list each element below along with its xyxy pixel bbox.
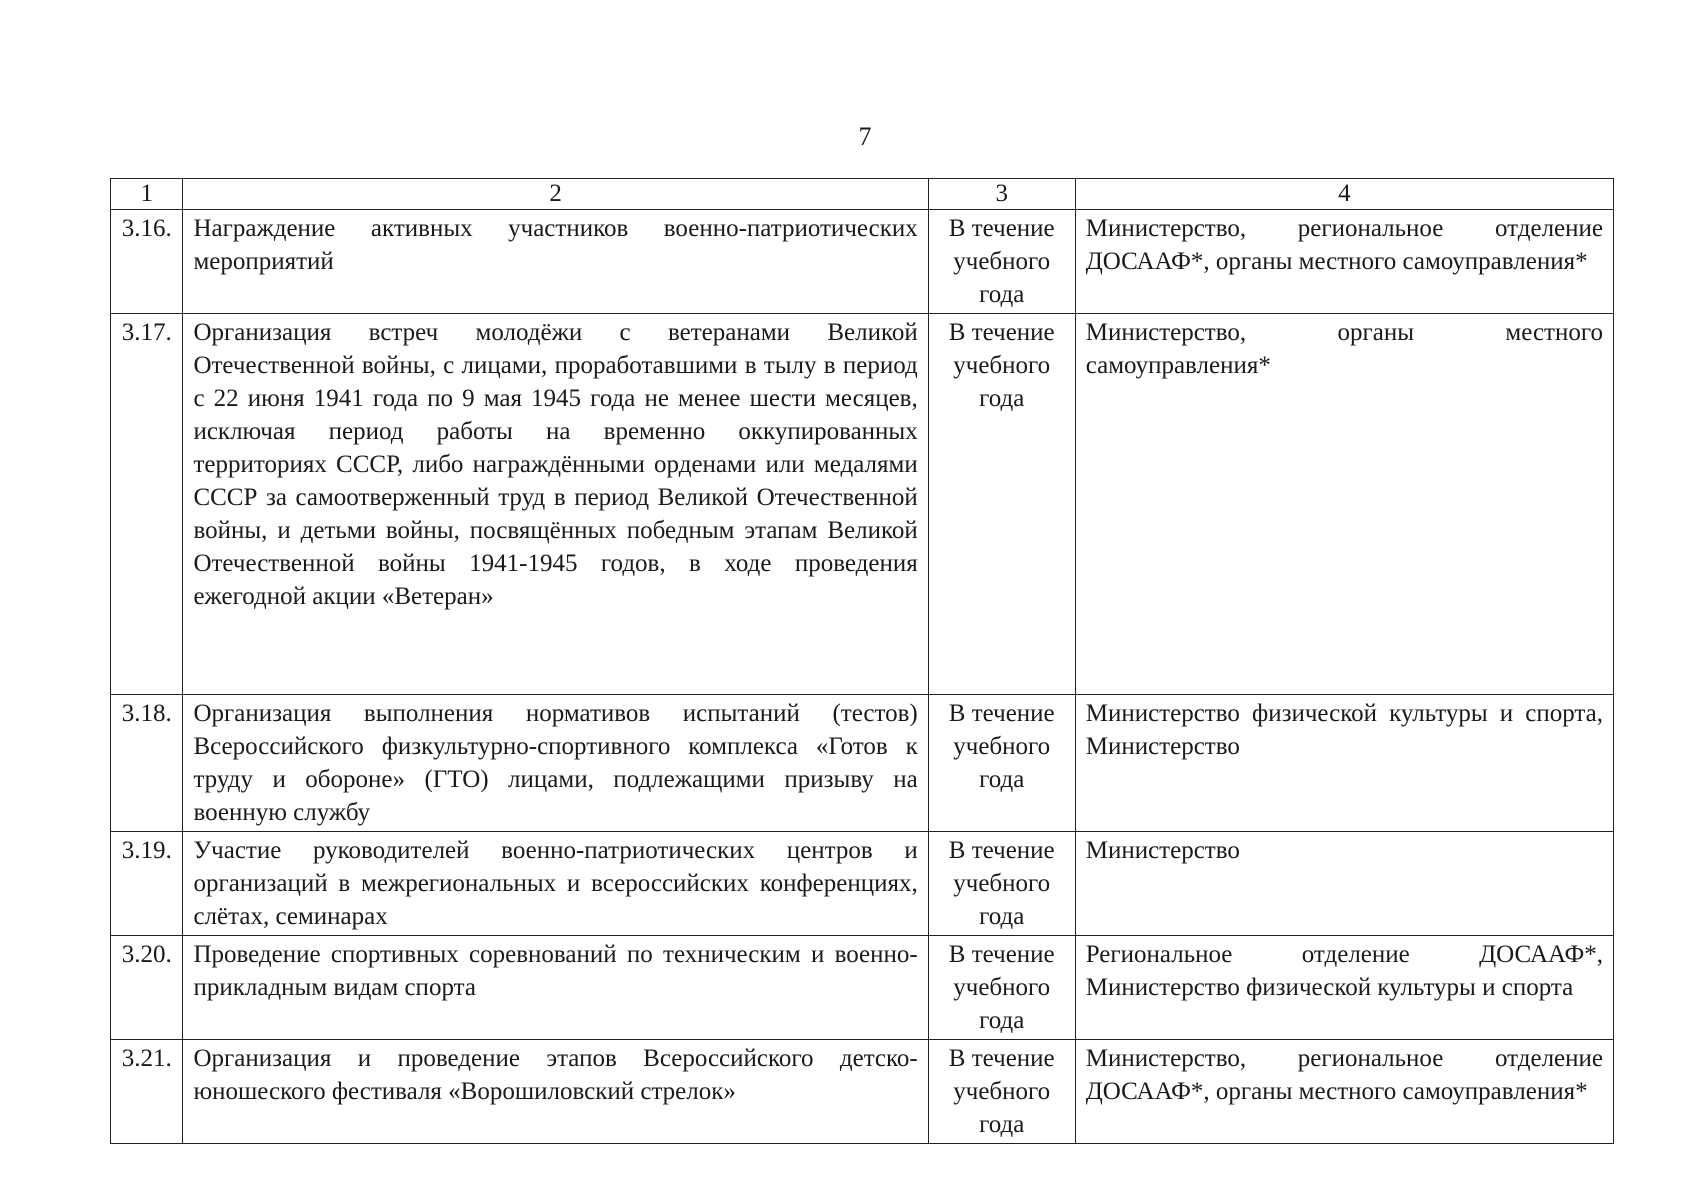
row-description: Организация выполнения нормативов испытаний (тестов) Всероссийского физкультурно-спортивного комплекса «Готов к труду и обороне» (ГТО) лицами, подлежащими призыву на военную службу bbox=[183, 695, 928, 832]
table-row bbox=[111, 695, 1614, 832]
row-term: В течение учебного года bbox=[928, 1040, 1075, 1144]
row-description: Награждение активных участников военно-патриотических мероприятий bbox=[183, 210, 928, 314]
header-col-1: 1 bbox=[111, 179, 183, 210]
table-row bbox=[111, 832, 1614, 936]
row-term: В течение учебного года bbox=[928, 314, 1075, 695]
row-number: 3.21. bbox=[111, 1040, 183, 1144]
row-responsible: Министерство, органы местного самоуправления* bbox=[1075, 314, 1613, 695]
header-col-4: 4 bbox=[1075, 179, 1613, 210]
row-number: 3.20. bbox=[111, 936, 183, 1040]
row-number: 3.18. bbox=[111, 695, 183, 832]
row-term: В течение учебного года bbox=[928, 936, 1075, 1040]
header-col-3: 3 bbox=[928, 179, 1075, 210]
row-responsible: Министерство bbox=[1075, 832, 1613, 936]
row-description: Организация и проведение этапов Всероссийского детско-юношеского фестиваля «Ворошиловский стрелок» bbox=[183, 1040, 928, 1144]
row-responsible: Министерство, региональное отделение ДОСААФ*, органы местного самоуправления* bbox=[1075, 1040, 1613, 1144]
row-term: В течение учебного года bbox=[928, 210, 1075, 314]
row-responsible: Региональное отделение ДОСААФ*, Министерство физической культуры и спорта bbox=[1075, 936, 1613, 1040]
row-term: В течение учебного года bbox=[928, 832, 1075, 936]
row-number: 3.19. bbox=[111, 832, 183, 936]
header-col-2: 2 bbox=[183, 179, 928, 210]
row-description: Участие руководителей военно-патриотических центров и организаций в межрегиональных и всероссийских конференциях, слётах, семинарах bbox=[183, 832, 928, 936]
table-body bbox=[111, 210, 1614, 1144]
row-description: Организация встреч молодёжи с ветеранами Великой Отечественной войны, с лицами, проработавшими в тылу в период с 22 июня 1941 года по 9 мая 1945 года не менее шести месяцев, исключая период работы на временно оккупированных территориях СССР, либо награждёнными орденами или медалями СССР за самоотверженный труд в период Великой Отечественной войны, и детьми войны, посвящённых победным этапам Великой Отечественной войны 1941-1945 годов, в ходе проведения ежегодной акции «Ветеран» bbox=[183, 314, 928, 695]
table-row bbox=[111, 936, 1614, 1040]
row-description: Проведение спортивных соревнований по техническим и военно-прикладным видам спорта bbox=[183, 936, 928, 1040]
row-responsible: Министерство физической культуры и спорта, Министерство bbox=[1075, 695, 1613, 832]
table-row bbox=[111, 1040, 1614, 1144]
row-responsible: Министерство, региональное отделение ДОСААФ*, органы местного самоуправления* bbox=[1075, 210, 1613, 314]
page-number: 7 bbox=[858, 122, 872, 151]
action-plan-table bbox=[110, 178, 1614, 1144]
header-row bbox=[111, 179, 1614, 210]
row-number: 3.16. bbox=[111, 210, 183, 314]
row-number: 3.17. bbox=[111, 314, 183, 695]
table-header bbox=[111, 179, 1614, 210]
row-term: В течение учебного года bbox=[928, 695, 1075, 832]
table-row bbox=[111, 210, 1614, 314]
table-row bbox=[111, 314, 1614, 695]
